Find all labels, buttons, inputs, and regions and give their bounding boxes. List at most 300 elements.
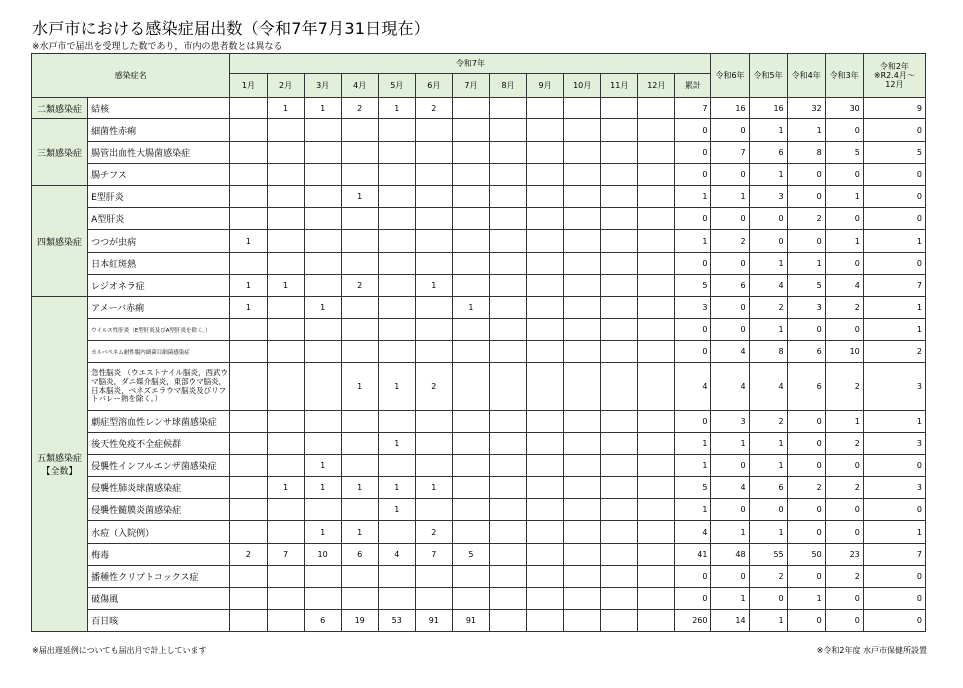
year-count-r6: 1 <box>711 588 749 610</box>
month-count <box>341 142 378 164</box>
year-count-r6: 0 <box>711 208 749 230</box>
table-row <box>32 411 926 433</box>
month-count: 1 <box>304 98 341 119</box>
month-count <box>452 142 489 164</box>
month-count <box>230 341 267 363</box>
month-count <box>452 433 489 455</box>
table-row <box>32 566 926 588</box>
month-count <box>601 164 638 186</box>
year-count-r2: 0 <box>863 208 925 230</box>
month-count: 2 <box>341 98 378 119</box>
month-count <box>489 341 526 363</box>
year-count-r3: 10 <box>825 341 863 363</box>
year-count-r5: 1 <box>749 433 787 455</box>
header-month: 4月 <box>341 74 378 98</box>
year-count-r6: 3 <box>711 411 749 433</box>
category-cell: 二類感染症 <box>32 98 88 119</box>
month-count <box>415 253 452 275</box>
month-count: 2 <box>415 521 452 544</box>
month-count <box>452 253 489 275</box>
month-count <box>267 230 304 253</box>
month-count <box>638 411 675 433</box>
year-count-r6: 0 <box>711 297 749 319</box>
cumulative-count: 1 <box>675 433 711 455</box>
month-count <box>564 230 601 253</box>
month-count <box>638 566 675 588</box>
table-row <box>32 119 926 142</box>
header-month: 12月 <box>638 74 675 98</box>
year-count-r4: 8 <box>787 142 825 164</box>
month-count <box>601 588 638 610</box>
month-count <box>638 363 675 411</box>
year-count-r5: 4 <box>749 275 787 297</box>
year-count-r4: 6 <box>787 363 825 411</box>
header-r5: 令和5年 <box>749 54 787 98</box>
month-count <box>527 341 564 363</box>
header-month: 10月 <box>564 74 601 98</box>
year-count-r4: 0 <box>787 521 825 544</box>
year-count-r6: 4 <box>711 341 749 363</box>
table-row <box>32 142 926 164</box>
year-count-r2: 7 <box>863 544 925 566</box>
month-count <box>564 208 601 230</box>
month-count <box>527 275 564 297</box>
month-count <box>489 411 526 433</box>
month-count <box>415 433 452 455</box>
year-count-r4: 1 <box>787 253 825 275</box>
year-count-r3: 2 <box>825 433 863 455</box>
month-count <box>564 588 601 610</box>
month-count: 1 <box>304 297 341 319</box>
year-count-r6: 2 <box>711 230 749 253</box>
disease-name: A型肝炎 <box>88 208 230 230</box>
month-count <box>304 164 341 186</box>
table-row <box>32 588 926 610</box>
month-count <box>415 588 452 610</box>
month-count <box>564 253 601 275</box>
month-count <box>601 455 638 477</box>
month-count <box>564 477 601 499</box>
month-count <box>341 499 378 521</box>
year-count-r2: 9 <box>863 98 925 119</box>
month-count <box>452 208 489 230</box>
disease-name: 腸チフス <box>88 164 230 186</box>
disease-name: ウイルス性肝炎（E型肝炎及びA型肝炎を除く。） <box>88 319 230 341</box>
month-count <box>341 433 378 455</box>
page-title: 水戸市における感染症届出数（令和7年7月31日現在） <box>32 19 430 38</box>
header-r2-line3: 12月 <box>885 80 904 90</box>
year-count-r6: 4 <box>711 477 749 499</box>
header-month: 7月 <box>452 74 489 98</box>
month-count <box>638 253 675 275</box>
month-count <box>601 319 638 341</box>
year-count-r6: 0 <box>711 455 749 477</box>
month-count <box>304 566 341 588</box>
year-count-r5: 1 <box>749 164 787 186</box>
month-count <box>267 186 304 208</box>
year-count-r2: 0 <box>863 164 925 186</box>
month-count <box>267 119 304 142</box>
year-count-r5: 2 <box>749 297 787 319</box>
year-count-r4: 5 <box>787 275 825 297</box>
year-count-r2: 7 <box>863 275 925 297</box>
month-count <box>638 119 675 142</box>
month-count <box>378 208 415 230</box>
year-count-r6: 6 <box>711 275 749 297</box>
month-count <box>452 275 489 297</box>
year-count-r2: 5 <box>863 142 925 164</box>
year-count-r2: 0 <box>863 610 925 632</box>
month-count: 1 <box>341 521 378 544</box>
cumulative-count: 0 <box>675 119 711 142</box>
month-count <box>564 411 601 433</box>
month-count <box>378 142 415 164</box>
year-count-r5: 1 <box>749 610 787 632</box>
month-count <box>564 319 601 341</box>
month-count <box>601 433 638 455</box>
month-count: 1 <box>304 455 341 477</box>
month-count <box>267 566 304 588</box>
month-count <box>452 521 489 544</box>
year-count-r4: 3 <box>787 297 825 319</box>
month-count <box>341 588 378 610</box>
year-count-r3: 4 <box>825 275 863 297</box>
header-month: 9月 <box>527 74 564 98</box>
month-count <box>601 230 638 253</box>
month-count: 1 <box>267 275 304 297</box>
month-count <box>489 253 526 275</box>
month-count <box>341 208 378 230</box>
year-count-r3: 0 <box>825 455 863 477</box>
month-count: 6 <box>341 544 378 566</box>
header-year-r7: 令和7年 <box>230 54 711 74</box>
month-count <box>489 275 526 297</box>
month-count <box>304 275 341 297</box>
month-count <box>489 566 526 588</box>
month-count <box>304 588 341 610</box>
month-count <box>489 477 526 499</box>
header-month: 5月 <box>378 74 415 98</box>
month-count <box>452 230 489 253</box>
month-count <box>638 610 675 632</box>
month-count <box>489 433 526 455</box>
cumulative-count: 4 <box>675 521 711 544</box>
month-count <box>564 433 601 455</box>
cumulative-count: 1 <box>675 455 711 477</box>
month-count <box>489 363 526 411</box>
year-count-r6: 16 <box>711 98 749 119</box>
table-row <box>32 164 926 186</box>
page-subtitle: ※水戸市で届出を受理した数であり，市内の患者数とは異なる <box>32 42 283 52</box>
year-count-r2: 1 <box>863 319 925 341</box>
year-count-r4: 0 <box>787 455 825 477</box>
month-count <box>230 455 267 477</box>
disease-name: アメーバ赤痢 <box>88 297 230 319</box>
year-count-r3: 0 <box>825 521 863 544</box>
table-row <box>32 208 926 230</box>
month-count <box>527 319 564 341</box>
month-count <box>489 208 526 230</box>
month-count <box>230 98 267 119</box>
month-count <box>378 297 415 319</box>
month-count <box>341 297 378 319</box>
month-count <box>527 208 564 230</box>
month-count <box>415 186 452 208</box>
month-count <box>564 297 601 319</box>
month-count: 2 <box>415 363 452 411</box>
month-count <box>415 411 452 433</box>
month-count <box>267 363 304 411</box>
month-count <box>230 319 267 341</box>
month-count <box>489 98 526 119</box>
month-count: 10 <box>304 544 341 566</box>
month-count <box>341 411 378 433</box>
month-count <box>638 230 675 253</box>
month-count <box>230 363 267 411</box>
cumulative-count: 0 <box>675 319 711 341</box>
month-count <box>489 319 526 341</box>
month-count <box>378 521 415 544</box>
month-count <box>304 411 341 433</box>
month-count <box>415 142 452 164</box>
disease-name: 侵襲性髄膜炎菌感染症 <box>88 499 230 521</box>
month-count <box>564 610 601 632</box>
month-count <box>378 341 415 363</box>
month-count <box>267 142 304 164</box>
year-count-r5: 1 <box>749 253 787 275</box>
month-count <box>341 253 378 275</box>
month-count <box>601 566 638 588</box>
month-count <box>564 521 601 544</box>
year-count-r4: 1 <box>787 119 825 142</box>
cumulative-count: 4 <box>675 363 711 411</box>
month-count: 6 <box>304 610 341 632</box>
month-count <box>527 521 564 544</box>
month-count <box>378 455 415 477</box>
cumulative-count: 3 <box>675 297 711 319</box>
year-count-r2: 3 <box>863 433 925 455</box>
category-cell: 四類感染症 <box>32 186 88 297</box>
year-count-r6: 0 <box>711 566 749 588</box>
year-count-r4: 0 <box>787 610 825 632</box>
month-count <box>230 588 267 610</box>
year-count-r3: 5 <box>825 142 863 164</box>
year-count-r5: 8 <box>749 341 787 363</box>
year-count-r5: 1 <box>749 455 787 477</box>
month-count <box>267 208 304 230</box>
month-count: 1 <box>341 363 378 411</box>
footnote-delay: ※届出遅延例についても届出月で計上しています <box>32 646 207 655</box>
table-row <box>32 275 926 297</box>
month-count <box>267 610 304 632</box>
year-count-r6: 0 <box>711 253 749 275</box>
month-count: 1 <box>230 297 267 319</box>
month-count <box>341 164 378 186</box>
month-count: 91 <box>452 610 489 632</box>
year-count-r6: 4 <box>711 363 749 411</box>
month-count: 1 <box>267 98 304 119</box>
month-count <box>304 499 341 521</box>
month-count <box>564 98 601 119</box>
month-count <box>564 363 601 411</box>
month-count: 1 <box>267 477 304 499</box>
cumulative-count: 0 <box>675 341 711 363</box>
year-count-r6: 7 <box>711 142 749 164</box>
month-count <box>564 499 601 521</box>
year-count-r3: 1 <box>825 230 863 253</box>
year-count-r5: 6 <box>749 477 787 499</box>
year-count-r4: 0 <box>787 411 825 433</box>
month-count <box>638 588 675 610</box>
month-count <box>527 230 564 253</box>
month-count <box>564 164 601 186</box>
month-count <box>601 363 638 411</box>
cumulative-count: 0 <box>675 588 711 610</box>
month-count <box>267 319 304 341</box>
month-count <box>267 253 304 275</box>
month-count <box>527 433 564 455</box>
cumulative-count: 0 <box>675 411 711 433</box>
year-count-r2: 0 <box>863 186 925 208</box>
year-count-r5: 1 <box>749 119 787 142</box>
month-count <box>378 164 415 186</box>
month-count <box>341 455 378 477</box>
month-count: 1 <box>452 297 489 319</box>
month-count: 1 <box>415 275 452 297</box>
disease-name: 侵襲性インフルエンザ菌感染症 <box>88 455 230 477</box>
month-count <box>378 588 415 610</box>
year-count-r6: 0 <box>711 164 749 186</box>
month-count <box>527 610 564 632</box>
year-count-r3: 0 <box>825 253 863 275</box>
month-count <box>267 341 304 363</box>
month-count <box>415 341 452 363</box>
month-count <box>564 142 601 164</box>
disease-name: 結核 <box>88 98 230 119</box>
year-count-r5: 3 <box>749 186 787 208</box>
month-count <box>267 588 304 610</box>
month-count <box>304 319 341 341</box>
month-count: 1 <box>415 477 452 499</box>
year-count-r4: 1 <box>787 588 825 610</box>
disease-name: 侵襲性肺炎球菌感染症 <box>88 477 230 499</box>
table-row <box>32 499 926 521</box>
month-count <box>601 208 638 230</box>
header-r2 <box>863 54 925 98</box>
header-r6: 令和6年 <box>711 54 749 98</box>
year-count-r3: 0 <box>825 610 863 632</box>
cumulative-count: 0 <box>675 164 711 186</box>
cumulative-count: 0 <box>675 253 711 275</box>
year-count-r4: 0 <box>787 433 825 455</box>
category-label: 五類感染症 <box>37 454 83 464</box>
month-count <box>601 186 638 208</box>
month-count <box>415 297 452 319</box>
month-count <box>452 98 489 119</box>
year-count-r5: 4 <box>749 363 787 411</box>
month-count <box>452 499 489 521</box>
year-count-r4: 0 <box>787 164 825 186</box>
year-count-r6: 0 <box>711 499 749 521</box>
table-row <box>32 297 926 319</box>
table-row <box>32 477 926 499</box>
month-count <box>601 119 638 142</box>
month-count <box>601 521 638 544</box>
month-count <box>452 411 489 433</box>
month-count <box>230 253 267 275</box>
month-count: 1 <box>378 499 415 521</box>
month-count <box>601 477 638 499</box>
month-count <box>489 164 526 186</box>
cumulative-count: 0 <box>675 566 711 588</box>
year-count-r2: 0 <box>863 253 925 275</box>
year-count-r5: 2 <box>749 566 787 588</box>
month-count <box>230 208 267 230</box>
year-count-r6: 1 <box>711 186 749 208</box>
month-count <box>638 499 675 521</box>
month-count <box>527 253 564 275</box>
month-count: 1 <box>341 186 378 208</box>
month-count <box>489 499 526 521</box>
month-count <box>452 341 489 363</box>
month-count <box>638 455 675 477</box>
month-count <box>601 544 638 566</box>
month-count <box>341 341 378 363</box>
month-count <box>527 455 564 477</box>
year-count-r2: 1 <box>863 230 925 253</box>
table-row <box>32 341 926 363</box>
table-row <box>32 319 926 341</box>
month-count <box>304 253 341 275</box>
table-row <box>32 98 926 119</box>
year-count-r4: 2 <box>787 477 825 499</box>
year-count-r4: 0 <box>787 230 825 253</box>
month-count <box>341 230 378 253</box>
month-count <box>267 164 304 186</box>
year-count-r3: 0 <box>825 119 863 142</box>
month-count <box>230 433 267 455</box>
month-count <box>452 566 489 588</box>
year-count-r2: 0 <box>863 588 925 610</box>
month-count <box>601 275 638 297</box>
month-count: 5 <box>452 544 489 566</box>
month-count: 2 <box>230 544 267 566</box>
year-count-r2: 0 <box>863 119 925 142</box>
month-count: 2 <box>415 98 452 119</box>
header-r4: 令和4年 <box>787 54 825 98</box>
month-count <box>489 297 526 319</box>
table-row <box>32 363 926 411</box>
month-count <box>638 341 675 363</box>
table-row <box>32 521 926 544</box>
month-count <box>230 477 267 499</box>
year-count-r6: 0 <box>711 319 749 341</box>
month-count <box>527 363 564 411</box>
month-count <box>638 186 675 208</box>
year-count-r3: 2 <box>825 477 863 499</box>
category-cell <box>32 297 88 632</box>
month-count <box>304 142 341 164</box>
month-count <box>415 499 452 521</box>
month-count <box>638 164 675 186</box>
month-count <box>304 341 341 363</box>
month-count <box>267 297 304 319</box>
year-count-r3: 2 <box>825 297 863 319</box>
year-count-r2: 3 <box>863 477 925 499</box>
year-count-r4: 2 <box>787 208 825 230</box>
month-count <box>489 119 526 142</box>
year-count-r5: 2 <box>749 411 787 433</box>
